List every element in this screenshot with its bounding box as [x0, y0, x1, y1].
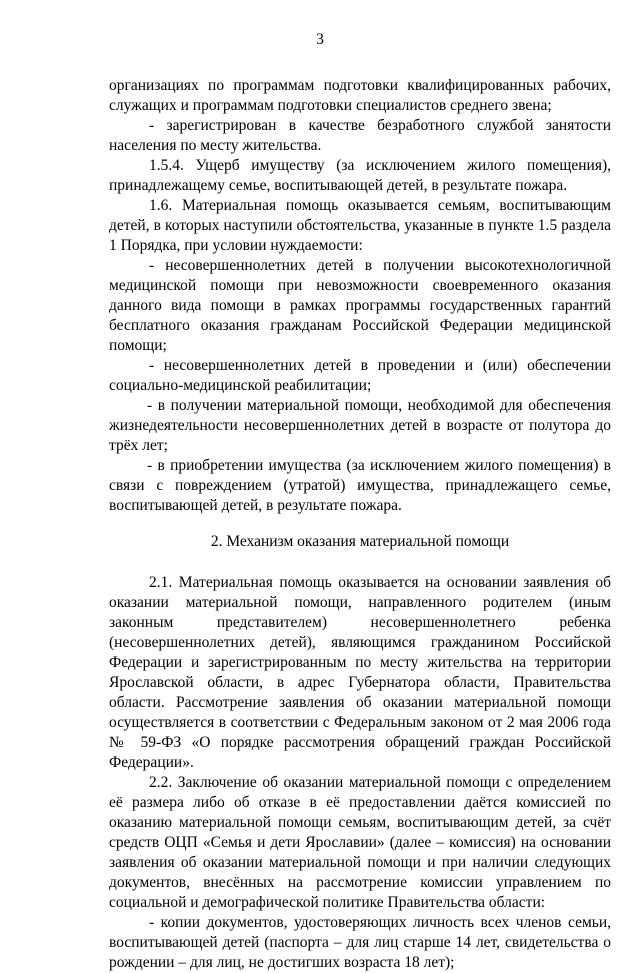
list-item-rehabilitation: - несовершеннолетних детей в проведении и (или) обеспечении социально-медицинской реабилитации;: [109, 357, 611, 394]
paragraph-2-1: 2.1. Материальная помощь оказывается на основании заявления об оказании материальной помощи, направленного родителем (иным законным представителем) несовершеннолетнего ребенка (несовершеннолетних детей), являющимся гражданином Российской Федерации и зарегистрированным по месту жительства на территории Ярославской области, в адрес Губернатора области, Правительства области. Рассмотрение заявления об оказании материальной помощи осуществляется в соответствии с Федеральным законом от 2 мая 2006 года № 59-ФЗ «О порядке рассмотрения обращений граждан Российской Федерации».: [109, 574, 611, 771]
paragraph-1-5-4: 1.5.4. Ущерб имуществу (за исключением жилого помещения), принадлежащему семье, воспитывающей детей, в результате пожара.: [109, 157, 611, 194]
page-number: 3: [316, 31, 324, 48]
list-item-unemployed: - зарегистрирован в качестве безработного службой занятости населения по месту жительства.: [109, 117, 611, 154]
section-heading: 2. Механизм оказания материальной помощи: [210, 533, 510, 550]
paragraph-2-2: 2.2. Заключение об оказании материальной помощи с определением её размера либо об отказе в её предоставлении даётся комиссией по оказанию материальной помощи семьям, воспитывающим детей, за счёт средств ОЦП «Семья и дети Ярославии» (далее – комиссия) на основании заявления об оказании материальной помощи и при наличии следующих документов, внесённых на рассмотрение комиссии управлением по социальной и демографической политике Правительства области:: [109, 774, 611, 911]
document-body: [109, 76, 611, 973]
paragraph-1-6: 1.6. Материальная помощь оказывается семьям, воспитывающим детей, в которых наступили обстоятельства, указанные в пункте 1.5 раздела 1 Порядка, при условии нуждаемости:: [109, 197, 611, 254]
paragraph-continuation: организациях по программам подготовки квалифицированных рабочих, служащих и программам подготовки специалистов среднего звена;: [109, 77, 611, 114]
list-item-high-tech-care: - несовершеннолетних детей в получении высокотехнологичной медицинской помощи при невозможности своевременного оказания данного вида помощи в рамках программы государственных гарантий бесплатного оказания гражданам Российской Федерации медицинской помощи;: [109, 257, 611, 354]
list-item-identity-documents: - копии документов, удостоверяющих личность всех членов семьи, воспитывающей детей (паспорта – для лиц старше 14 лет, свидетельства о рождении – для лиц, не достигших возраста 18 лет);: [109, 914, 611, 971]
list-item-property: - в приобретении имущества (за исключением жилого помещения) в связи с повреждением (утратой) имущества, принадлежащего семье, воспитывающей детей, в результате пожара.: [109, 457, 611, 514]
list-item-material-help: - в получении материальной помощи, необходимой для обеспечения жизнедеятельности несовершеннолетних детей в возрасте от полутора до трёх лет;: [109, 397, 611, 454]
